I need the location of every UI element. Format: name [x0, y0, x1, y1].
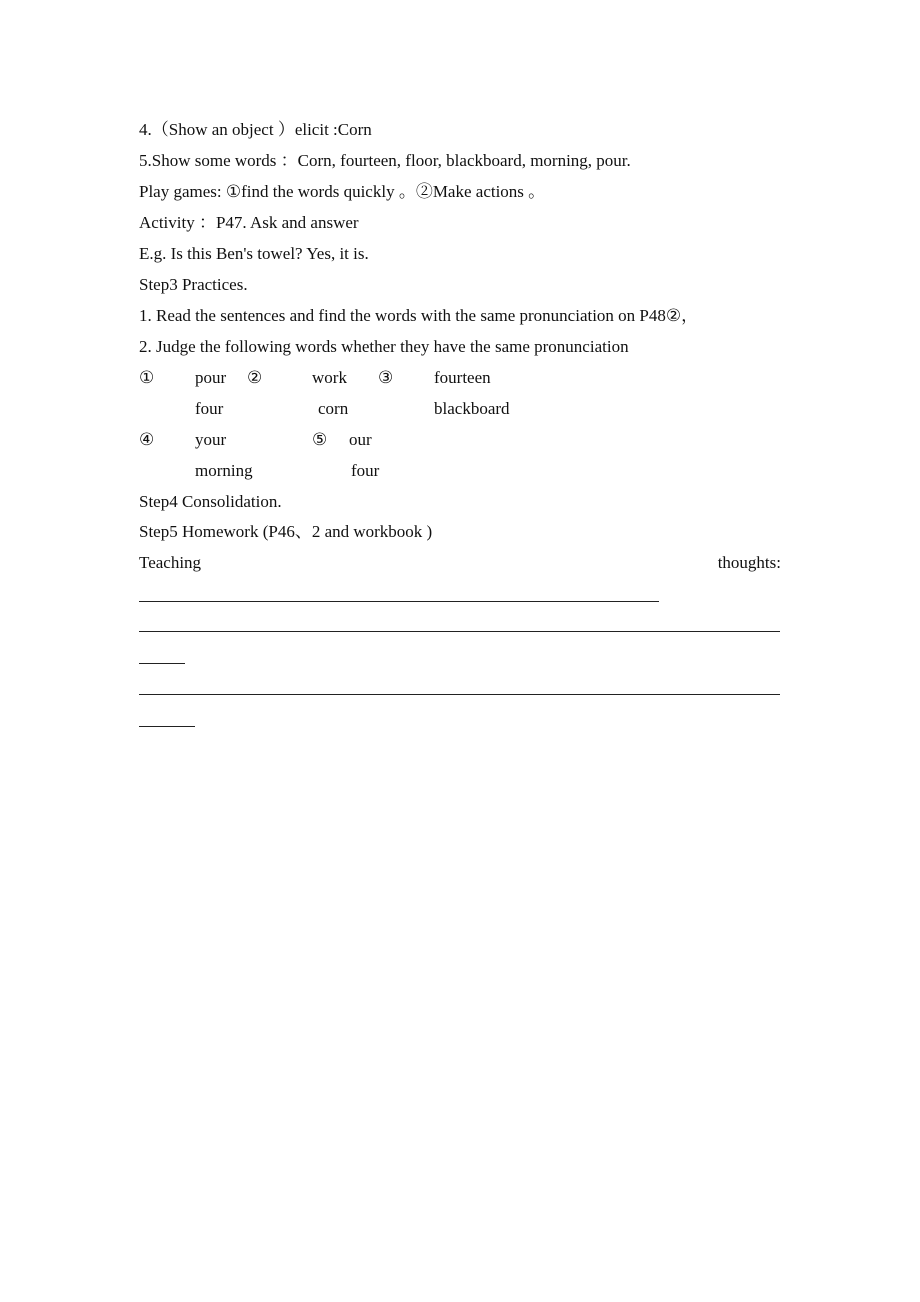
marker-2: ② [247, 368, 263, 387]
writing-line-1 [139, 601, 659, 602]
marker-4: ④ [139, 430, 155, 449]
word-pour: pour [195, 368, 227, 387]
word-four-2: four [351, 461, 380, 480]
writing-line-3-tail [139, 726, 195, 727]
word-work: work [312, 368, 347, 387]
word-our: our [349, 430, 372, 449]
word-morning: morning [195, 461, 253, 480]
line-play-games: Play games: ①find the words quickly 。②Make actions 。 [139, 182, 546, 201]
writing-line-2 [139, 631, 780, 632]
word-blackboard: blackboard [434, 399, 510, 418]
word-fourteen: fourteen [434, 368, 491, 387]
line-step4: Step4 Consolidation. [139, 492, 282, 511]
word-corn: corn [318, 399, 349, 418]
word-your: your [195, 430, 227, 449]
thoughts-label: thoughts: [717, 553, 781, 572]
line-show-words: 5.Show some words ：Corn, fourteen, floor, blackboard, morning, pour. [139, 151, 631, 170]
word-four: four [195, 399, 224, 418]
teaching-label: Teaching [139, 553, 202, 572]
line-practice-1: 1. Read the sentences and find the words with the same pronunciation on P48②， [139, 306, 699, 325]
line-practice-2: 2. Judge the following words whether they have the same pronunciation [139, 337, 629, 356]
line-step5: Step5 Homework (P46、2 and workbook ) [139, 522, 433, 541]
line-example: E.g. Is this Ben's towel? Yes, it is. [139, 244, 369, 263]
writing-line-3 [139, 694, 780, 695]
marker-3: ③ [378, 368, 394, 387]
line-activity: Activity ：P47. Ask and answer [139, 213, 359, 232]
line-elicit-corn: 4.（Show an object ）elicit :Corn [139, 120, 372, 139]
marker-5: ⑤ [312, 430, 328, 449]
line-step3: Step3 Practices. [139, 275, 248, 294]
marker-1: ① [139, 368, 155, 387]
writing-line-2-tail [139, 663, 185, 664]
